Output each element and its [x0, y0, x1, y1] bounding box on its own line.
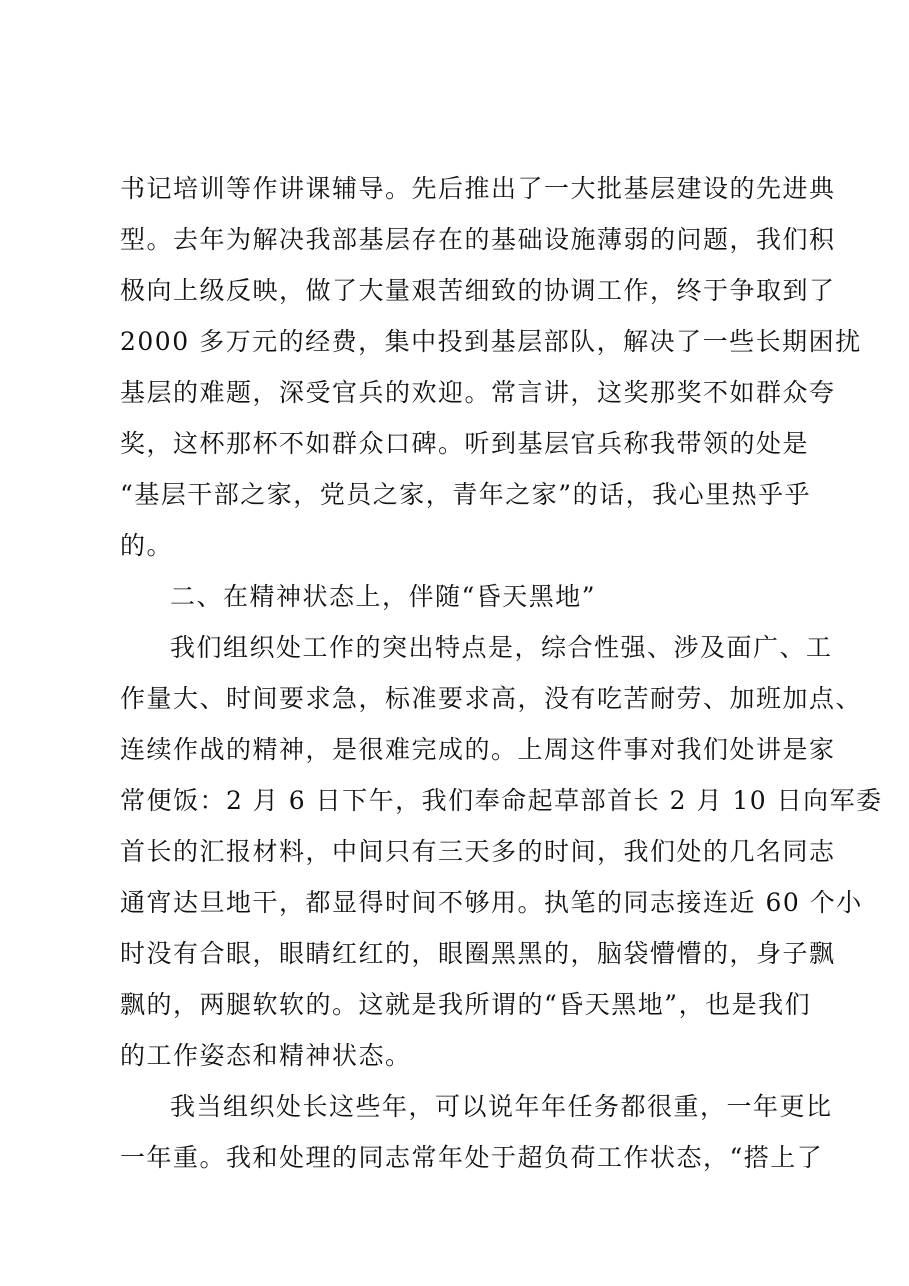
paragraph-line-19: 一年重。我和处理的同志常年处于超负荷工作状态，“搭上了 [120, 1143, 824, 1172]
paragraph-line-2: 型。去年为解决我部基层存在的基础设施薄弱的问题，我们积 [120, 225, 836, 254]
paragraph-line-3: 极向上级反映，做了大量艰苦细致的协调工作，终于争取到了 [120, 276, 836, 305]
paragraph-line-7: “基层干部之家，党员之家，青年之家”的话，我心里热乎乎 [120, 480, 812, 509]
section-heading: 二、在精神状态上，伴随“昏天黑地” [170, 582, 597, 611]
paragraph-line-13: 首长的汇报材料，中间只有三天多的时间，我们处的几名同志 [120, 837, 836, 866]
paragraph-line-4: 2000 多万元的经费，集中投到基层部队，解决了一些长期困扰 [120, 327, 862, 356]
paragraph-line-18: 我当组织处长这些年，可以说年年任务都很重，一年更比 [170, 1092, 833, 1121]
paragraph-line-11: 连续作战的精神，是很难完成的。上周这件事对我们处讲是家 [120, 735, 836, 764]
paragraph-line-15: 时没有合眼，眼睛红红的，眼圈黑黑的，脑袋懵懵的，身子飘 [120, 939, 836, 968]
paragraph-line-6: 奖，这杯那杯不如群众口碑。听到基层官兵称我带领的处是 [120, 429, 810, 458]
paragraph-line-1: 书记培训等作讲课辅导。先后推出了一大批基层建设的先进典 [120, 174, 836, 203]
paragraph-line-14: 通宵达旦地干，都显得时间不够用。执笔的同志接连近 60 个小 [120, 888, 863, 917]
paragraph-line-10: 作量大、时间要求急，标准要求高，没有吃苦耐劳、加班加点、 [120, 684, 863, 713]
paragraph-line-16: 飘的，两腿软软的。这就是我所谓的“昏天黑地”，也是我们 [120, 990, 812, 1019]
paragraph-line-12: 常便饭：2 月 6 日下午，我们奉命起草部首长 2 月 10 日向军委 [120, 786, 883, 815]
paragraph-line-8: 的。 [120, 531, 174, 560]
paragraph-line-9: 我们组织处工作的突出特点是，综合性强、涉及面广、工 [170, 633, 833, 662]
paragraph-line-5: 基层的难题，深受官兵的欢迎。常言讲，这奖那奖不如群众夸 [120, 378, 836, 407]
paragraph-line-17: 的工作姿态和精神状态。 [120, 1041, 412, 1070]
